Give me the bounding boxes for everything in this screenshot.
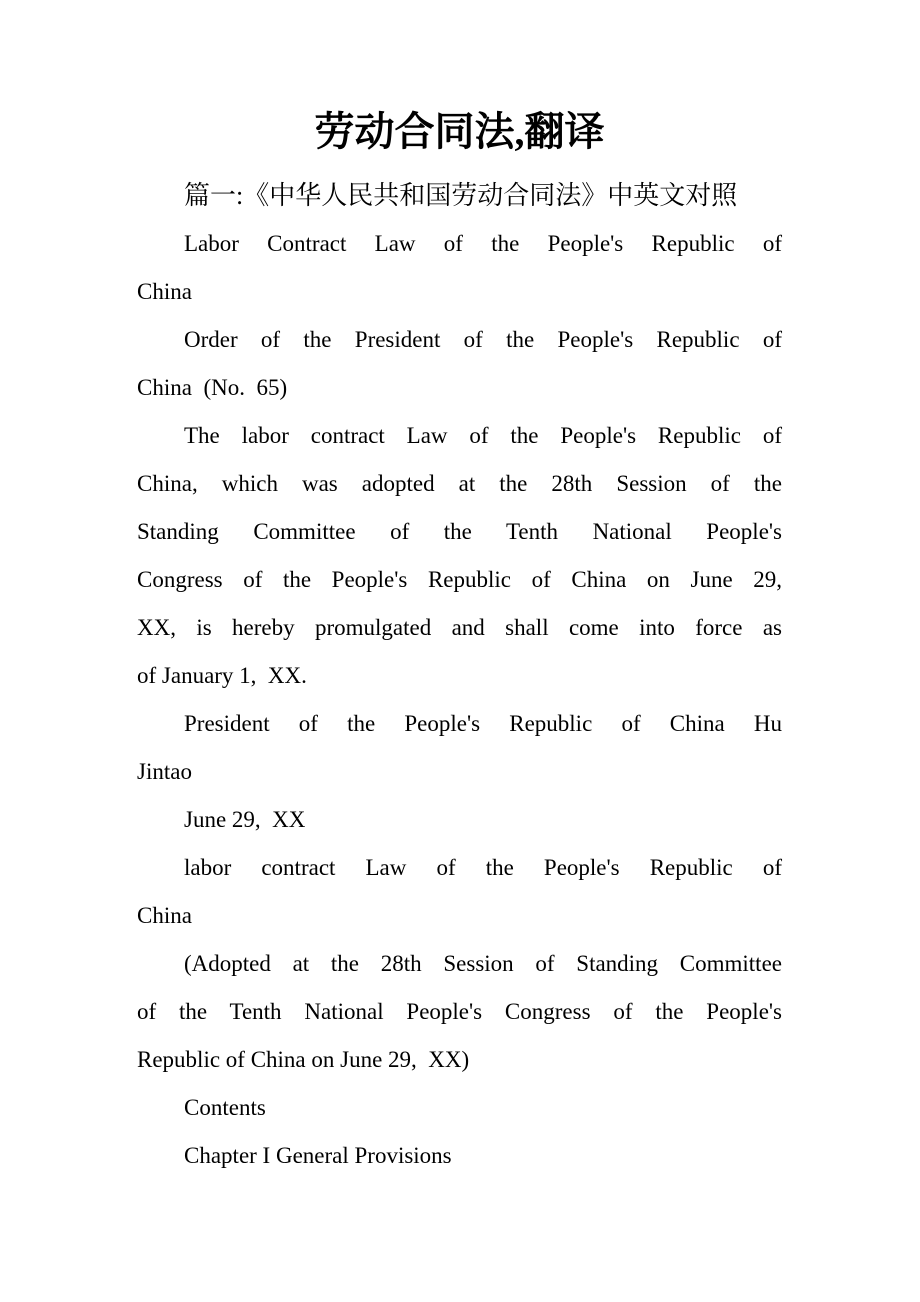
text-line: of the Tenth National People's Congress of the People's bbox=[137, 999, 782, 1024]
text-line: Standing Committee of the Tenth National People's bbox=[137, 519, 782, 544]
text-line: of January 1, XX. bbox=[137, 663, 307, 688]
paragraph bbox=[137, 1084, 782, 1132]
paragraph bbox=[137, 316, 782, 412]
text-line: 篇一:《中华人民共和国劳动合同法》中英文对照 bbox=[184, 181, 738, 210]
text-line: June 29, XX bbox=[184, 807, 306, 832]
paragraph bbox=[137, 796, 782, 844]
text-line: Contents bbox=[184, 1095, 266, 1120]
paragraph bbox=[137, 220, 782, 316]
text-line: President of the People's Republic of China Hu bbox=[184, 711, 782, 736]
text-line: labor contract Law of the People's Republic of bbox=[184, 855, 782, 880]
document-title: 劳动合同法,翻译 bbox=[314, 109, 605, 154]
text-line: China, which was adopted at the 28th Session of the bbox=[137, 471, 782, 496]
text-line: China bbox=[137, 279, 192, 304]
text-line: Order of the President of the People's Republic of bbox=[184, 327, 782, 352]
text-line: Republic of China on June 29, XX) bbox=[137, 1047, 470, 1072]
text-line: Labor Contract Law of the People's Republic of bbox=[184, 231, 782, 256]
text-line: Chapter I General Provisions bbox=[184, 1143, 452, 1168]
document-content bbox=[0, 100, 920, 1180]
text-line: Jintao bbox=[137, 759, 192, 784]
paragraph bbox=[137, 940, 782, 1084]
text-line: (Adopted at the 28th Session of Standing Committee bbox=[184, 951, 782, 976]
text-line: Congress of the People's Republic of China on June 29, bbox=[137, 567, 782, 592]
text-line: China bbox=[137, 903, 192, 928]
paragraph bbox=[137, 1132, 782, 1180]
text-line: China (No. 65) bbox=[137, 375, 288, 400]
text-line: XX, is hereby promulgated and shall come into force as bbox=[137, 615, 782, 640]
paragraph bbox=[137, 844, 782, 940]
text-line: The labor contract Law of the People's Republic of bbox=[184, 423, 782, 448]
paragraph bbox=[137, 700, 782, 796]
paragraph bbox=[137, 172, 782, 220]
paragraph bbox=[137, 412, 782, 700]
document-body bbox=[137, 172, 782, 1180]
